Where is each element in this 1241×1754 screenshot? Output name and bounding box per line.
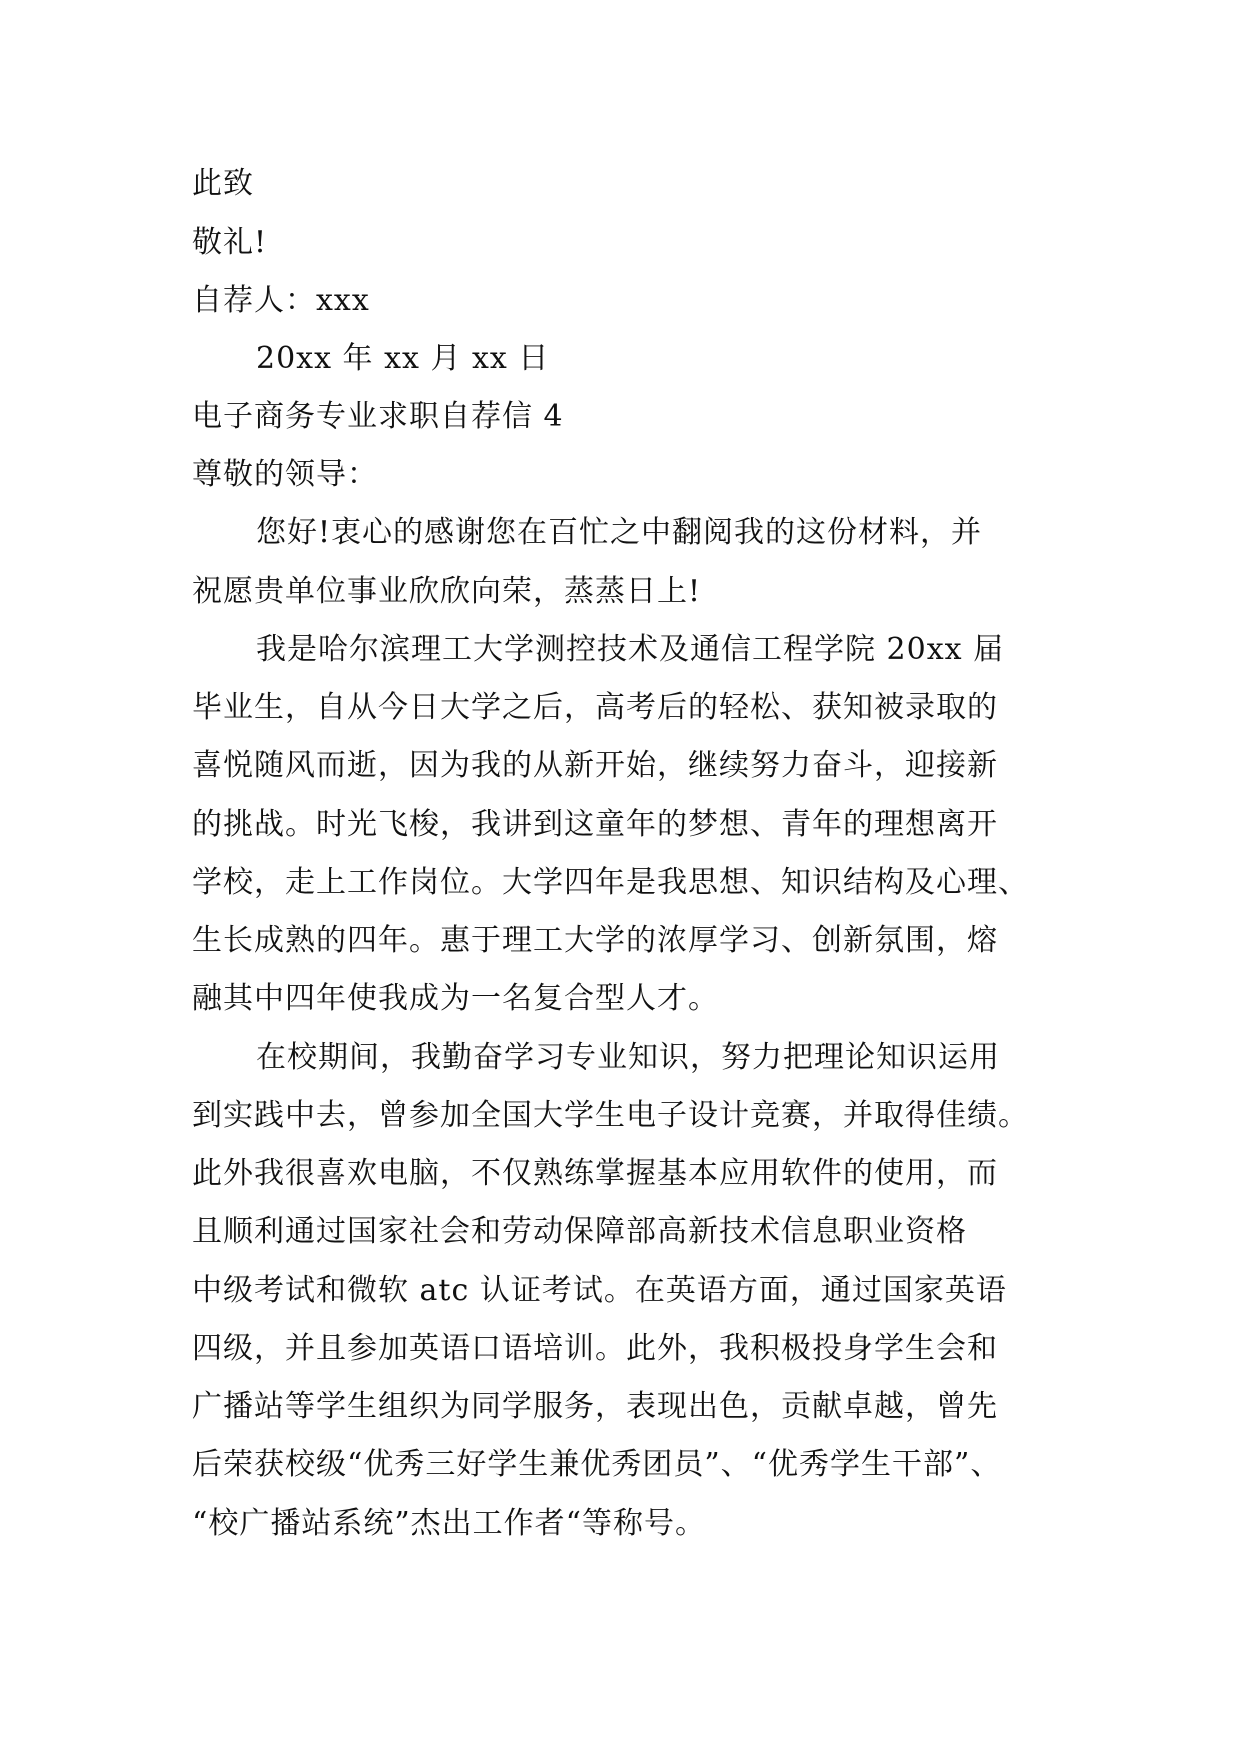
paragraph2-line: 毕业生，自从今日大学之后，高考后的轻松、获知被录取的 (192, 690, 998, 725)
paragraph3-line: 广播站等学生组织为同学服务，表现出色，贡献卓越，曾先 (192, 1389, 998, 1424)
paragraph2-line: 融其中四年使我成为一名复合型人才。 (192, 981, 719, 1016)
paragraph2-line: 生长成熟的四年。惠于理工大学的浓厚学习、创新氛围，熔 (192, 923, 998, 958)
letter-salutation: 尊敬的领导： (192, 457, 378, 492)
paragraph3-line: “校广播站系统”杰出工作者“等称号。 (192, 1506, 707, 1541)
date-line: 20xx 年 xx 月 xx 日 (256, 341, 550, 376)
paragraph3-line: 中级考试和微软 atc 认证考试。在英语方面，通过国家英语 (192, 1273, 1007, 1308)
paragraph2-line: 我是哈尔滨理工大学测控技术及通信工程学院 20xx 届 (256, 632, 1005, 667)
paragraph3-line: 到实践中去，曾参加全国大学生电子设计竞赛，并取得佳绩。 (192, 1098, 1029, 1133)
paragraph3-line: 后荣获校级“优秀三好学生兼优秀团员”、“优秀学生干部”、 (192, 1447, 1002, 1482)
paragraph3-line: 四级，并且参加英语口语培训。此外，我积极投身学生会和 (192, 1331, 998, 1366)
closing-greeting: 此致 (192, 166, 254, 201)
paragraph1-line: 祝愿贵单位事业欣欣向荣，蒸蒸日上! (192, 574, 702, 609)
paragraph2-line: 喜悦随风而逝，因为我的从新开始，继续努力奋斗，迎接新 (192, 748, 998, 783)
signature-line: 自荐人：xxx (192, 283, 370, 318)
closing-salute: 敬礼! (192, 225, 268, 260)
paragraph2-line: 的挑战。时光飞梭，我讲到这童年的梦想、青年的理想离开 (192, 807, 998, 842)
paragraph3-line: 且顺利通过国家社会和劳动保障部高新技术信息职业资格 (192, 1214, 967, 1249)
letter-title: 电子商务专业求职自荐信 4 (192, 399, 564, 434)
paragraph2-line: 学校，走上工作岗位。大学四年是我思想、知识结构及心理、 (192, 865, 1029, 900)
paragraph1-line: 您好!衷心的感谢您在百忙之中翻阅我的这份材料，并 (256, 515, 983, 550)
paragraph3-line: 此外我很喜欢电脑，不仅熟练掌握基本应用软件的使用，而 (192, 1156, 998, 1191)
paragraph3-line: 在校期间，我勤奋学习专业知识，努力把理论知识运用 (256, 1040, 1000, 1075)
